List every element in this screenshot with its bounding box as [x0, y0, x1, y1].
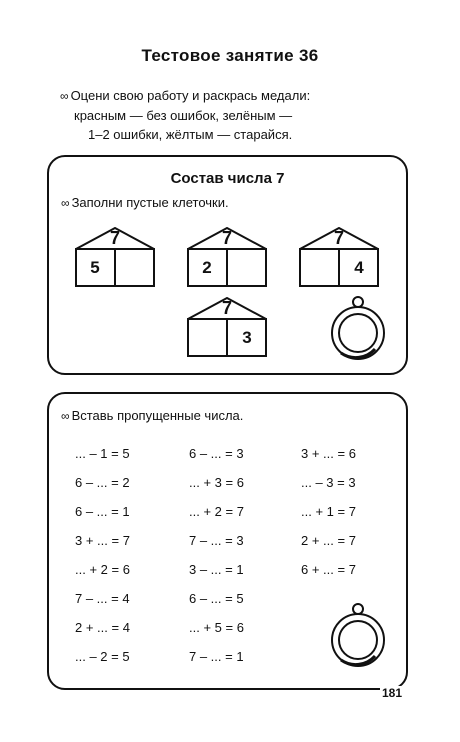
- infinity-icon: ∞: [61, 196, 70, 210]
- intro-line-1: Оцени свою работу и раскрась медали:: [70, 88, 311, 103]
- equation[interactable]: ... + 3 = 6: [189, 475, 244, 490]
- equation[interactable]: 2 + ... = 7: [301, 533, 356, 548]
- exercise-1-title: Состав числа 7: [170, 170, 285, 187]
- equation[interactable]: ... + 2 = 7: [189, 504, 244, 519]
- house-roof-number: 7: [221, 228, 232, 248]
- house-cell-left[interactable]: [299, 249, 339, 287]
- equation[interactable]: ... + 1 = 7: [301, 504, 356, 519]
- medal-icon[interactable]: [329, 602, 387, 673]
- house-cell-right[interactable]: 4: [354, 258, 364, 277]
- equation[interactable]: 6 + ... = 7: [301, 562, 356, 577]
- exercise-2-instruction-text: Вставь пропущенные числа.: [71, 408, 244, 423]
- intro-line-3: 1–2 ошибки, жёлтым — старайся.: [88, 127, 293, 142]
- equation[interactable]: ... + 2 = 6: [75, 562, 130, 577]
- equation[interactable]: 3 + ... = 6: [301, 446, 356, 461]
- exercise-2-instruction: [61, 408, 243, 423]
- equation[interactable]: 6 – ... = 2: [75, 475, 130, 490]
- number-house: [75, 227, 155, 287]
- medal-icon[interactable]: [329, 295, 387, 366]
- intro-text: [60, 86, 420, 144]
- equation[interactable]: ... + 5 = 6: [189, 620, 244, 635]
- equation[interactable]: 3 – ... = 1: [189, 562, 244, 577]
- house-roof-number: 7: [109, 228, 120, 248]
- exercise-1-instruction: [61, 195, 229, 210]
- house-roof-number: 7: [221, 298, 232, 318]
- equation[interactable]: ... – 1 = 5: [75, 446, 130, 461]
- house-cell-right[interactable]: 3: [242, 328, 252, 347]
- house-cell-left[interactable]: 2: [202, 258, 212, 277]
- equation[interactable]: 7 – ... = 3: [189, 533, 244, 548]
- equation[interactable]: 3 + ... = 7: [75, 533, 130, 548]
- house-cell-right[interactable]: [115, 249, 155, 287]
- equation[interactable]: ... – 3 = 3: [301, 475, 356, 490]
- house-roof-number: 7: [333, 228, 344, 248]
- equation[interactable]: 7 – ... = 1: [189, 649, 244, 664]
- number-house: [187, 297, 267, 357]
- house-cell-left[interactable]: [187, 319, 227, 357]
- exercise-2-card: [47, 392, 408, 690]
- number-house: [299, 227, 379, 287]
- equation[interactable]: 7 – ... = 4: [75, 591, 130, 606]
- house-cell-left[interactable]: 5: [90, 258, 100, 277]
- page-number: 181: [381, 686, 402, 700]
- page-title: Тестовое занятие 36: [141, 46, 319, 65]
- equation[interactable]: 6 – ... = 5: [189, 591, 244, 606]
- number-house: [187, 227, 267, 287]
- exercise-1-card: [47, 155, 408, 375]
- equation[interactable]: 6 – ... = 3: [189, 446, 244, 461]
- equation[interactable]: 2 + ... = 4: [75, 620, 130, 635]
- equation[interactable]: 6 – ... = 1: [75, 504, 130, 519]
- infinity-icon: ∞: [60, 89, 69, 103]
- house-cell-right[interactable]: [227, 249, 267, 287]
- equation[interactable]: ... – 2 = 5: [75, 649, 130, 664]
- exercise-1-instruction-text: Заполни пустые клеточки.: [71, 195, 229, 210]
- intro-line-2: красным — без ошибок, зелёным —: [74, 108, 293, 123]
- infinity-icon: ∞: [61, 409, 70, 423]
